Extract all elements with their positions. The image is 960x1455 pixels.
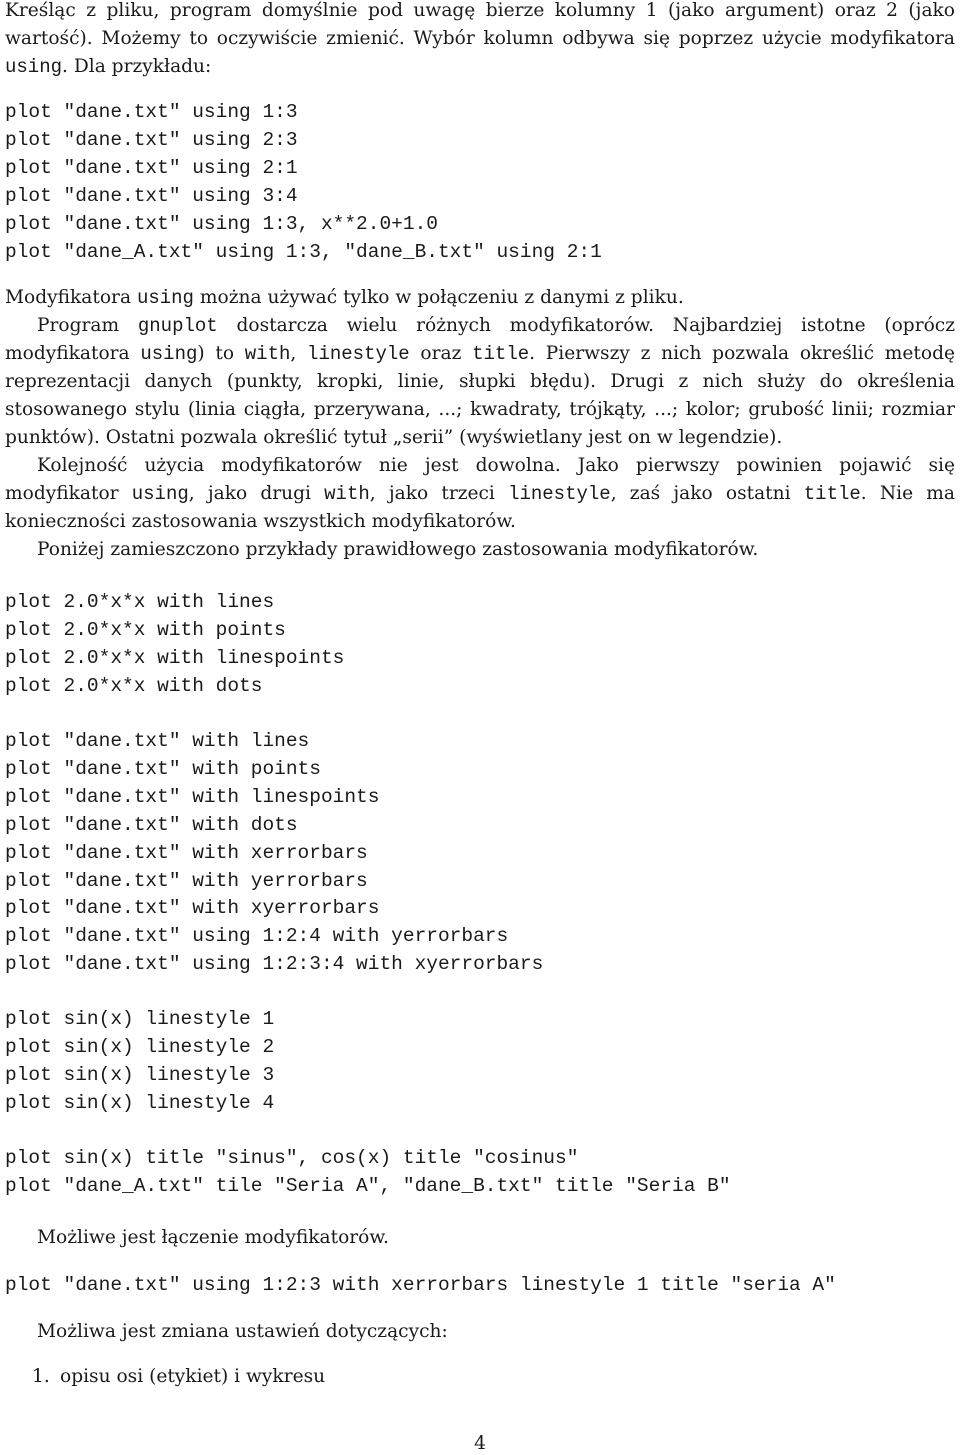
- code-block-using: [5, 99, 955, 266]
- code-inline: title: [803, 483, 861, 505]
- code-line: plot sin(x) linestyle 4: [5, 1091, 275, 1114]
- code-inline: linestyle: [508, 483, 611, 505]
- page-number: 4: [474, 1433, 486, 1454]
- code-line: plot "dane.txt" with dots: [5, 813, 298, 836]
- list-item-text: opisu osi (etykiet) i wykresu: [60, 1366, 326, 1387]
- code-line: plot 2.0*x*x with points: [5, 618, 286, 641]
- code-line: plot "dane.txt" using 2:3: [5, 128, 298, 151]
- code-inline: using: [131, 483, 189, 505]
- code-line: plot 2.0*x*x with dots: [5, 674, 263, 697]
- code-line: plot "dane.txt" with points: [5, 757, 321, 780]
- code-inline: linestyle: [307, 343, 410, 365]
- code-block-with-file: [5, 728, 955, 979]
- code-inline: with: [324, 483, 370, 505]
- code-inline: gnuplot: [137, 315, 218, 337]
- code-inline: using: [140, 343, 198, 365]
- list-item-number: 1.: [32, 1366, 50, 1387]
- code-line: plot "dane.txt" using 1:3, x**2.0+1.0: [5, 212, 438, 235]
- enumerated-list: [32, 1363, 325, 1391]
- code-line: plot "dane.txt" using 1:2:3 with xerrorbars linestyle 1 title "seria A": [5, 1274, 836, 1296]
- code-line: plot sin(x) linestyle 1: [5, 1008, 275, 1030]
- code-inline: using: [5, 56, 63, 78]
- list-item: [32, 1363, 325, 1391]
- code-line: plot "dane_A.txt" using 1:3, "dane_B.txt" using 2:1: [5, 240, 602, 263]
- settings-paragraph: Możliwa jest zmiana ustawień dotyczących:: [37, 1321, 448, 1342]
- code-line: plot sin(x) title "sinus", cos(x) title "cosinus": [5, 1147, 579, 1169]
- modifiers-paragraph: Program gnuplot dostarcza wielu różnych modyfikatorów. Najbardziej istotne (oprócz modyfikatora using) to with, linestyle oraz title. Pierwszy z nich pozwala określić metodę reprezentacji danych (punkty, kropki, linie, słupki błędu). Drugi z nich służy do określenia stosowanego stylu (linia ciągła, przerywana, ...; kwadraty, trójkąty, ...; kolor; grubość linii; rozmiar punktów). Ostatni pozwala określić tytuł „serii” (wyświetlany jest on w legendzie).: [5, 315, 955, 448]
- using-restriction-paragraph: Modyfikatora using można używać tylko w połączeniu z danymi z pliku.: [5, 287, 684, 309]
- code-inline: title: [472, 343, 530, 365]
- code-block-linestyle: [5, 1006, 955, 1118]
- code-line: plot 2.0*x*x with lines: [5, 591, 275, 613]
- code-block-combined: [5, 1272, 955, 1300]
- combine-paragraph: Możliwe jest łączenie modyfikatorów.: [37, 1227, 389, 1248]
- code-line: plot "dane.txt" using 3:4: [5, 184, 298, 207]
- code-inline: with: [244, 343, 291, 365]
- code-line: plot "dane.txt" using 1:2:4 with yerrorbars: [5, 925, 509, 948]
- intro-paragraph: Kreśląc z pliku, program domyślnie pod uwagę bierze kolumny 1 (jako argument) oraz 2 (jako wartość). Możemy to oczywiście zmienić. Wybór kolumn odbywa się poprzez użycie modyfikatora using. Dla przykładu:: [5, 0, 955, 78]
- code-block-title: [5, 1145, 955, 1201]
- code-line: plot "dane.txt" with xyerrorbars: [5, 897, 380, 920]
- code-line: plot sin(x) linestyle 3: [5, 1063, 275, 1086]
- code-line: plot sin(x) linestyle 2: [5, 1035, 275, 1058]
- code-line: plot "dane_A.txt" tile "Seria A", "dane_B.txt" title "Seria B": [5, 1174, 731, 1197]
- code-line: plot "dane.txt" using 1:2:3:4 with xyerrorbars: [5, 953, 544, 976]
- code-line: plot "dane.txt" with lines: [5, 730, 310, 752]
- code-line: plot "dane.txt" using 2:1: [5, 156, 298, 179]
- modifier-order-paragraph: Kolejność użycia modyfikatorów nie jest dowolna. Jako pierwszy powinien pojawić się modyfikator using, jako drugi with, jako trzeci linestyle, zaś jako ostatni title. Nie ma konieczności zastosowania wszystkich modyfikatorów.: [5, 455, 955, 532]
- code-line: plot "dane.txt" using 1:3: [5, 101, 298, 123]
- code-line: plot 2.0*x*x with linespoints: [5, 646, 345, 669]
- code-line: plot "dane.txt" with yerrorbars: [5, 869, 368, 892]
- code-block-with-function: [5, 589, 955, 701]
- examples-intro-paragraph: Poniżej zamieszczono przykłady prawidłowego zastosowania modyfikatorów.: [37, 539, 759, 560]
- code-inline: using: [136, 287, 194, 309]
- code-line: plot "dane.txt" with linespoints: [5, 785, 380, 808]
- code-line: plot "dane.txt" with xerrorbars: [5, 841, 368, 864]
